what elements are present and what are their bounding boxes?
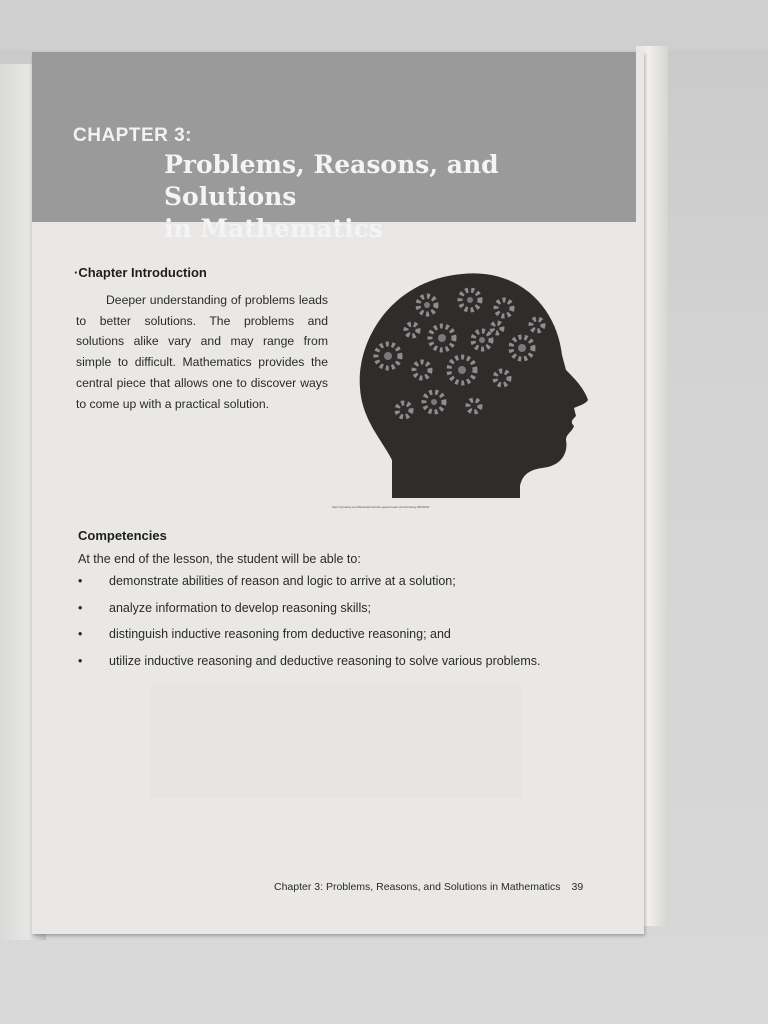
chapter-label: CHAPTER 3: — [73, 125, 193, 146]
book-page — [32, 52, 644, 934]
competency-text: analyze information to develop reasoning skills; — [109, 600, 371, 615]
chapter-title — [164, 149, 634, 245]
page-footer — [274, 881, 583, 893]
list-item — [78, 574, 598, 601]
chapter-banner — [32, 52, 636, 243]
bullet: • — [78, 627, 83, 642]
competencies-list — [78, 574, 598, 681]
head-with-gears-icon — [352, 270, 592, 500]
competencies-heading: Competencies — [78, 528, 167, 543]
image-source-caption: https://pixabay.com/illustrations/brain-gears-head-mind-thinking-3829316/ — [332, 505, 430, 509]
chapter-introduction-heading: ·Chapter Introduction — [74, 265, 207, 280]
list-item — [78, 654, 598, 681]
scan-background — [0, 0, 768, 50]
head-silhouette — [360, 273, 588, 498]
page-number: 39 — [571, 881, 584, 893]
bullet: • — [78, 574, 83, 588]
competencies-intro: At the end of the lesson, the student will be able to: — [78, 552, 361, 566]
faint-show-through — [150, 684, 522, 798]
bullet: • — [78, 654, 83, 669]
list-item — [78, 627, 598, 654]
competency-text: utilize inductive reasoning and deductive reasoning to solve various problems. — [109, 654, 541, 669]
competency-text: demonstrate abilities of reason and logic to arrive at a solution; — [109, 574, 456, 588]
chapter-title-line-2: in Mathematics — [164, 214, 383, 243]
chapter-introduction-paragraph: Deeper understanding of problems leads to better solutions. The problems and solutions alike vary and may range from simple to difficult. Mathematics provides the central piece that allows one to discover ways to come up with a practical solution. — [76, 293, 328, 411]
running-title: Chapter 3: Problems, Reasons, and Solutions in Mathematics — [274, 881, 561, 893]
list-item — [78, 601, 598, 628]
bullet: • — [78, 600, 83, 615]
chapter-title-line-1: Problems, Reasons, and Solutions — [164, 150, 499, 211]
competency-text: distinguish inductive reasoning from deductive reasoning; and — [109, 627, 451, 642]
